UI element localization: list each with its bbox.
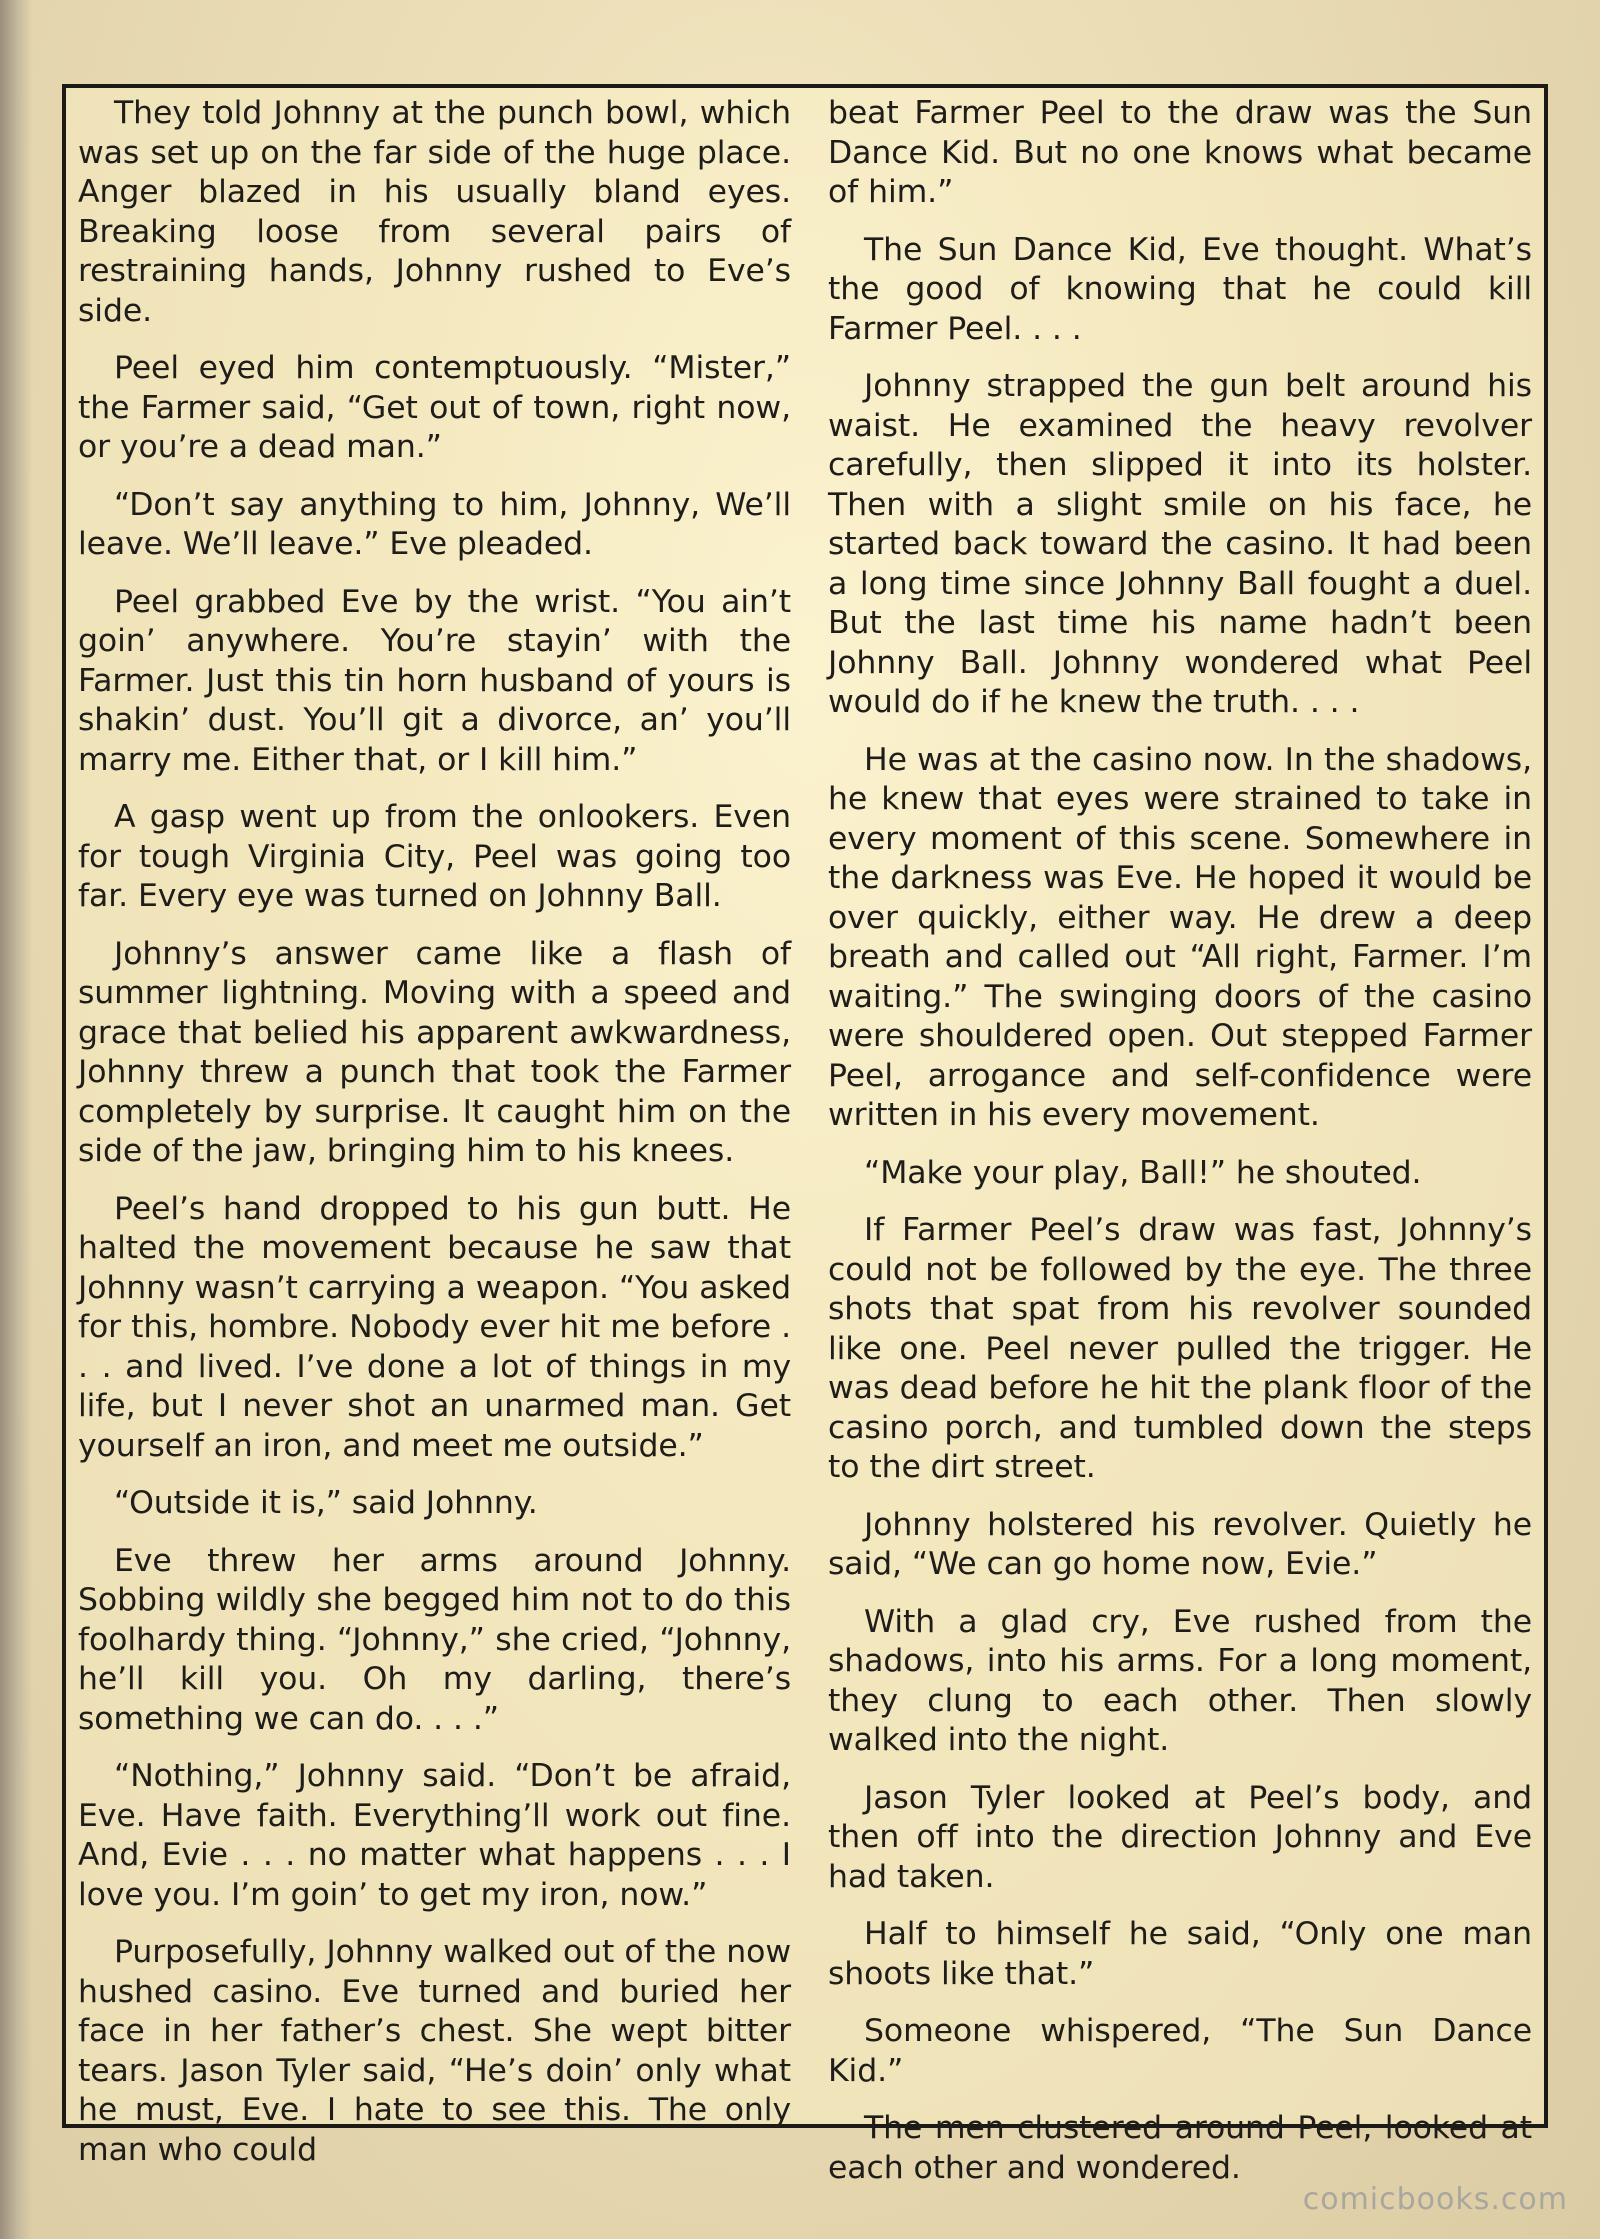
paragraph: Half to himself he said, “Only one man shoots like that.” [828, 1916, 1532, 1992]
paragraph: Eve threw her arms around Johnny. Sobbing wildly she begged him not to do this foolhardy thing. “Johnny,” she cried, “Johnny, he’ll kill you. Oh my darling, there’s something we can do. . . .” [78, 1542, 791, 1737]
paragraph: Peel grabbed Eve by the wrist. “You ain’t goin’ anywhere. You’re stayin’ with the Farmer. Just this tin horn husband of yours is shakin’ dust. You’ll git a divorce, an’ you’ll marry me. Either that, or I kill him.” [78, 583, 791, 778]
paragraph: A gasp went up from the onlookers. Even for tough Virginia City, Peel was going too far. Every eye was turned on Johnny Ball. [78, 799, 791, 914]
paragraph: Peel eyed him contemptuously. “Mister,” the Farmer said, “Get out of town, right now, or you’re a dead man.” [78, 350, 791, 465]
paragraph: The Sun Dance Kid, Eve thought. What’s the good of knowing that he could kill Farmer Peel. . . . [828, 231, 1532, 347]
paragraph: Someone whispered, “The Sun Dance Kid.” [828, 2013, 1532, 2089]
left-text-column [78, 94, 791, 2170]
paragraph: Purposefully, Johnny walked out of the now hushed casino. Eve turned and buried her face in her father’s chest. She wept bitter tears. Jason Tyler said, “He’s doin’ only what he must, Eve. I hate to see this. The only man who could [78, 1934, 791, 2168]
paragraph: Jason Tyler looked at Peel’s body, and then off into the direction Johnny and Eve had taken. [828, 1779, 1532, 1895]
site-watermark: comicbooks.com [1302, 2182, 1568, 2217]
paragraph: “Nothing,” Johnny said. “Don’t be afraid, Eve. Have faith. Everything’ll work out fine. And, Evie . . . no matter what happens . . . I love you. I’m goin’ to get my iron, now.” [78, 1758, 791, 1913]
text-panel-frame [62, 84, 1548, 2186]
paragraph: Johnny strapped the gun belt around his waist. He examined the heavy revolver carefully, then slipped it into its holster. Then with a slight smile on his face, he started back toward the casino. It had been a long time since Johnny Ball fought a duel. But the last time his name hadn’t been Johnny Ball. Johnny wondered what Peel would do if he knew the truth. . . . [828, 368, 1532, 720]
paragraph: With a glad cry, Eve rushed from the shadows, into his arms. For a long moment, they clung to each other. Then slowly walked into the night. [828, 1603, 1532, 1758]
paragraph: The men clustered around Peel, looked at each other and wondered. [828, 2110, 1532, 2186]
paragraph: They told Johnny at the punch bowl, which was set up on the far side of the huge place. Anger blazed in his usually bland eyes. Breaking loose from several pairs of restraining hands, Johnny rushed to Eve’s side. [78, 95, 791, 329]
paragraph: “Don’t say anything to him, Johnny, We’ll leave. We’ll leave.” Eve pleaded. [78, 486, 791, 562]
paragraph: If Farmer Peel’s draw was fast, Johnny’s could not be followed by the eye. The three shots that spat from his revolver sounded like one. Peel never pulled the trigger. He was dead before he hit the plank floor of the casino porch, and tumbled down the steps to the dirt street. [828, 1212, 1532, 1485]
paragraph: “Outside it is,” said Johnny. [114, 1485, 538, 1521]
paragraph-continuation: beat Farmer Peel to the draw was the Sun Dance Kid. But no one knows what became of him.” [828, 95, 1532, 210]
paragraph: “Make your play, Ball!” he shouted. [864, 1154, 1422, 1191]
right-text-column [828, 94, 1532, 2188]
paragraph: Johnny holstered his revolver. Quietly he said, “We can go home now, Evie.” [828, 1506, 1532, 1582]
paragraph: Peel’s hand dropped to his gun butt. He halted the movement because he saw that Johnny wasn’t carrying a weapon. “You asked for this, hombre. Nobody ever hit me before . . . and lived. I’ve done a lot of things in my life, but I never shot an unarmed man. Get yourself an iron, and meet me outside.” [78, 1190, 791, 1464]
page-spine-shadow [0, 0, 32, 2239]
paragraph: Johnny’s answer came like a flash of summer lightning. Moving with a speed and grace that belied his apparent awkwardness, Johnny threw a punch that took the Farmer completely by surprise. It caught him on the side of the jaw, bringing him to his knees. [78, 935, 791, 1169]
paragraph: He was at the casino now. In the shadows, he knew that eyes were strained to take in every moment of this scene. Somewhere in the darkness was Eve. He hoped it would be over quickly, either way. He drew a deep breath and called out “All right, Farmer. I’m waiting.” The swinging doors of the casino were shouldered open. Out stepped Farmer Peel, arrogance and self-confidence were written in his every movement. [828, 741, 1532, 1133]
